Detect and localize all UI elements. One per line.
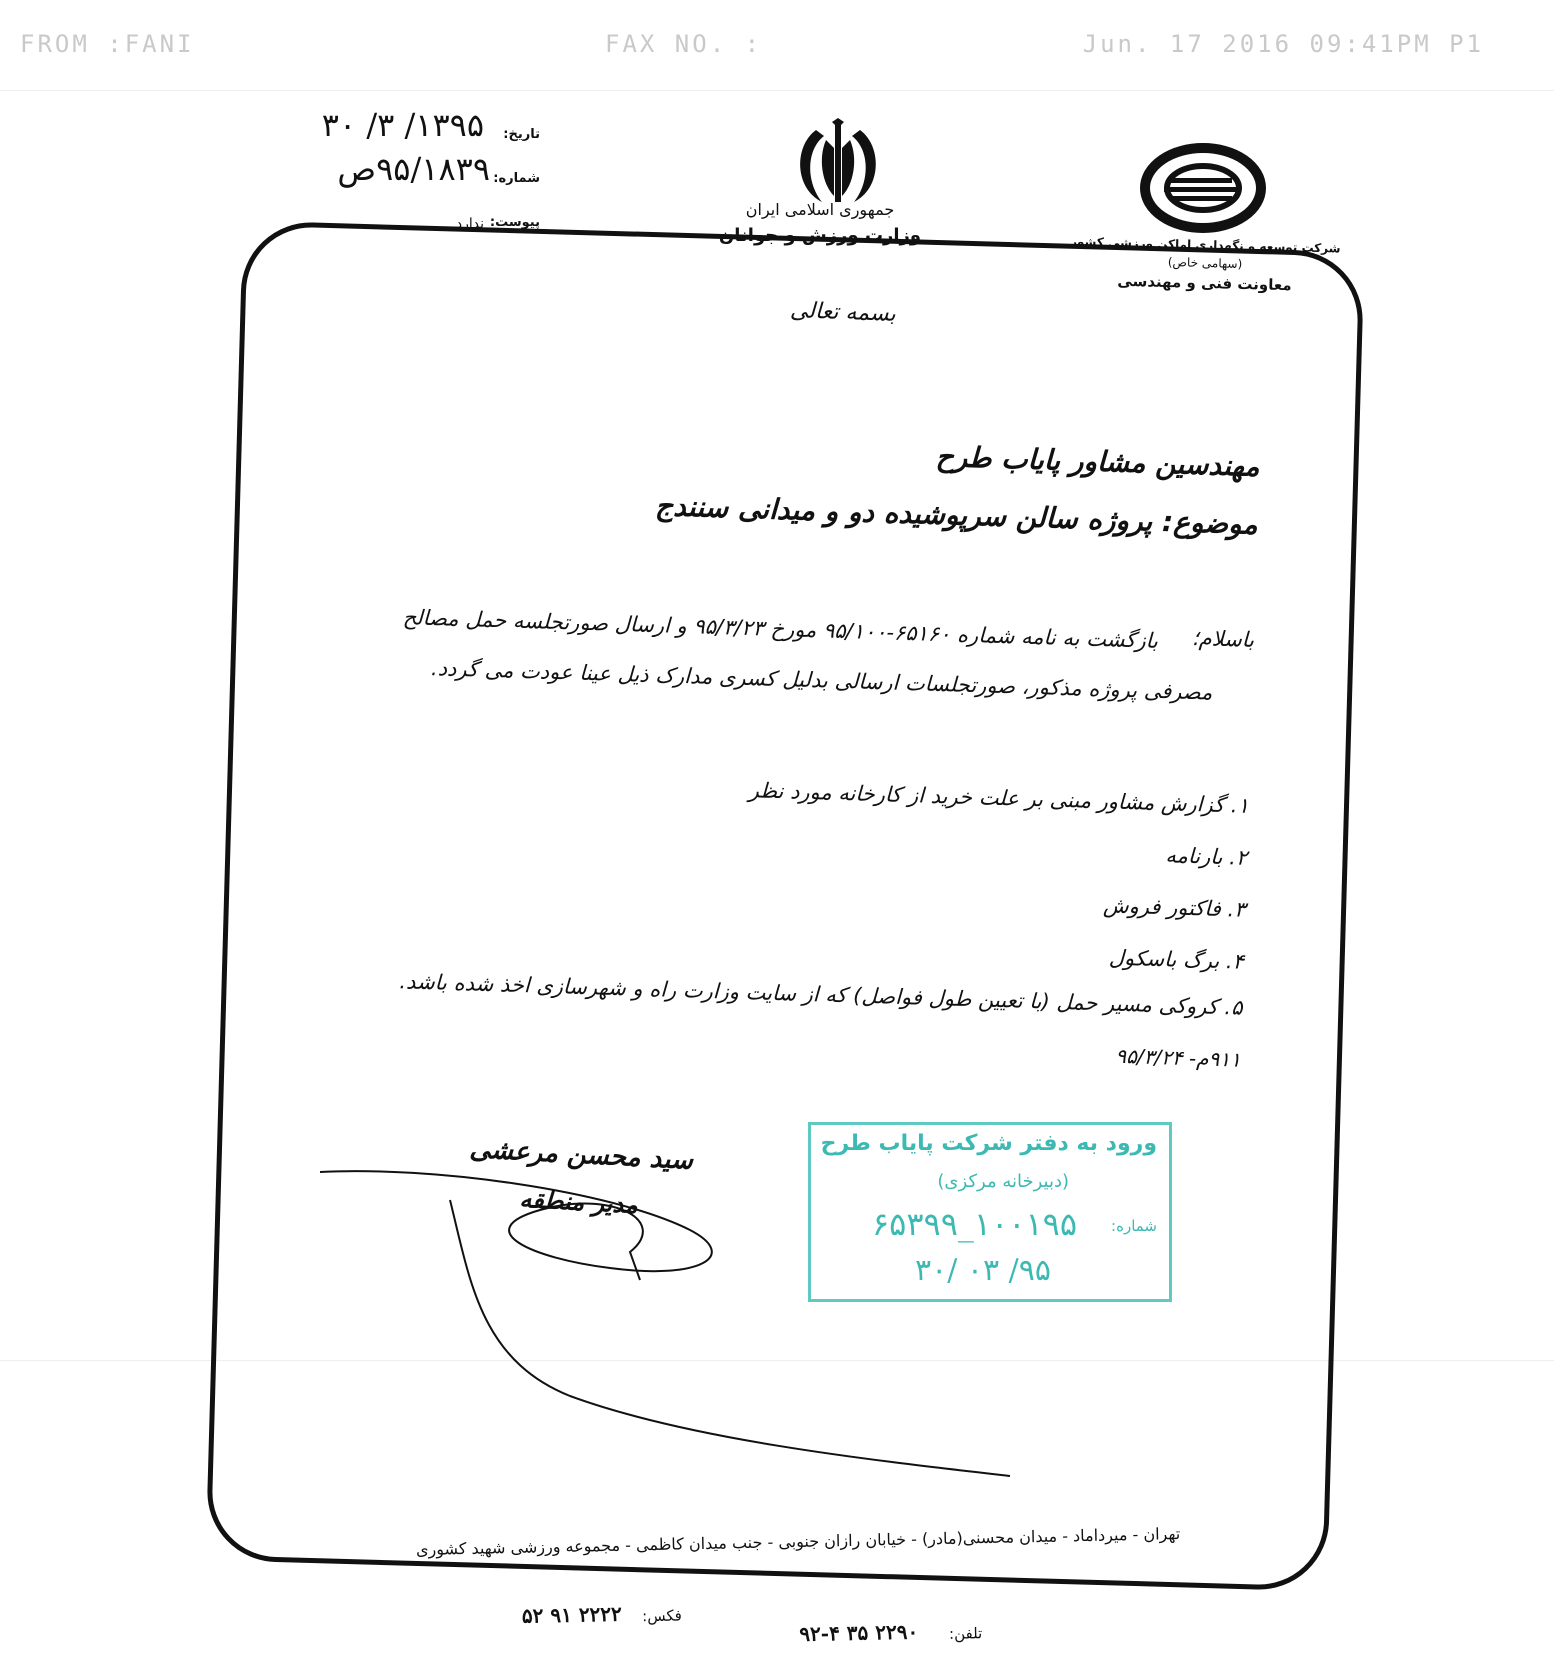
fax-number-label: FAX NO. :	[605, 30, 763, 58]
basmala: بسمه تعالی	[789, 298, 897, 327]
reference-note: ۹۱۱م- ۹۵/۳/۲۴	[1115, 1043, 1242, 1072]
fax-header	[20, 30, 1484, 58]
phone-label: تلفن:	[948, 1624, 983, 1643]
stamp-number: ۱۰۰۱۹۵_۶۵۳۹۹	[871, 1205, 1077, 1243]
stamp-number-label: شماره:	[1111, 1217, 1157, 1235]
stamp-subtitle: (دبیرخانه مرکزی)	[937, 1171, 1069, 1192]
scan-line	[0, 90, 1554, 91]
number-value: ۹۵/۱۸۳۹ص	[337, 150, 490, 188]
ministry-name: وزارت ورزش و جوانان	[718, 225, 922, 246]
attachment-value: ندارد	[455, 216, 484, 232]
date-value: ۱۳۹۵/ ۳/ ۳۰	[321, 106, 484, 144]
attachment-label: پیوست:	[489, 215, 540, 230]
letter-body	[340, 422, 1260, 1090]
phone-number: ۲۲۹۰ ۳۵ ۹۲-۴	[799, 1619, 919, 1646]
paragraph-line: مصرفی پروژه مذکور، صورتجلسات ارسالی بدلیل کسری مدارک ذیل عینا عودت می گردد.	[430, 656, 1213, 705]
iran-emblem-icon	[788, 118, 888, 208]
list-item: ۴. برگ باسکول	[1108, 945, 1245, 974]
subject-line: موضوع: پروژه سالن سرپوشیده دو و میدانی سنندج	[654, 489, 1259, 541]
signer-title: مدیر منطقه	[518, 1184, 639, 1220]
stamp-title: ورود به دفتر شرکت پایاب طرح	[820, 1131, 1157, 1156]
fax-label: فکس:	[641, 1606, 682, 1626]
number-row	[300, 150, 540, 188]
footer	[280, 1524, 1183, 1654]
company-type: (سهامی خاص)	[1167, 255, 1243, 271]
company-logo-icon	[1140, 142, 1266, 234]
list-item: ۲. بارنامه	[1165, 843, 1248, 870]
company-name: شرکت توسعه و نگهداری اماکن ورزشی کشور	[1070, 234, 1341, 256]
number-label: شماره:	[493, 171, 540, 186]
list-item: ۳. فاکتور فروش	[1102, 893, 1246, 922]
stamp-date: ۹۵/ ۰۳ /۳۰	[914, 1253, 1051, 1288]
receipt-stamp	[808, 1122, 1172, 1302]
date-label: تاریخ:	[503, 127, 540, 142]
paragraph-line: بازگشت به نامه شماره ۶۵۱۶۰-۹۵/۱۰۰ مورخ ۹۵/۳/۲۳ و ارسال صورتجلسه حمل مصالح	[402, 605, 1159, 653]
address-line: تهران - میرداماد - میدان محسنی(مادر) - خیابان رازان جنوبی - جنب میدان کاظمی - مجموعه ورزشی شهید کشوری	[415, 1524, 1181, 1560]
fax-from: FROM :FANI	[20, 30, 195, 58]
republic-name: جمهوری اسلامی ایران	[745, 200, 895, 219]
signer-name: سید محسن مرعشی	[468, 1134, 694, 1176]
company-department: معاونت فنی و مهندسی	[1117, 271, 1292, 295]
list-item: ۱. گزارش مشاور مبنی بر علت خرید از کارخانه مورد نظر	[748, 778, 1250, 818]
greeting: باسلام؛	[1191, 625, 1255, 652]
fax-number: ۲۲۲۲ ۹۱ ۵۲	[521, 1601, 623, 1628]
recipient: مهندسین مشاور پایاب طرح	[935, 439, 1260, 483]
date-row	[300, 106, 540, 144]
list-item: ۵. کروکی مسیر حمل (با تعیین طول فواصل) که از سایت وزارت راه و شهرسازی اخذ شده باشد.	[399, 969, 1243, 1020]
fax-date-time: Jun. 17 2016 09:41PM P1	[1082, 30, 1484, 58]
letter-meta	[300, 100, 540, 240]
